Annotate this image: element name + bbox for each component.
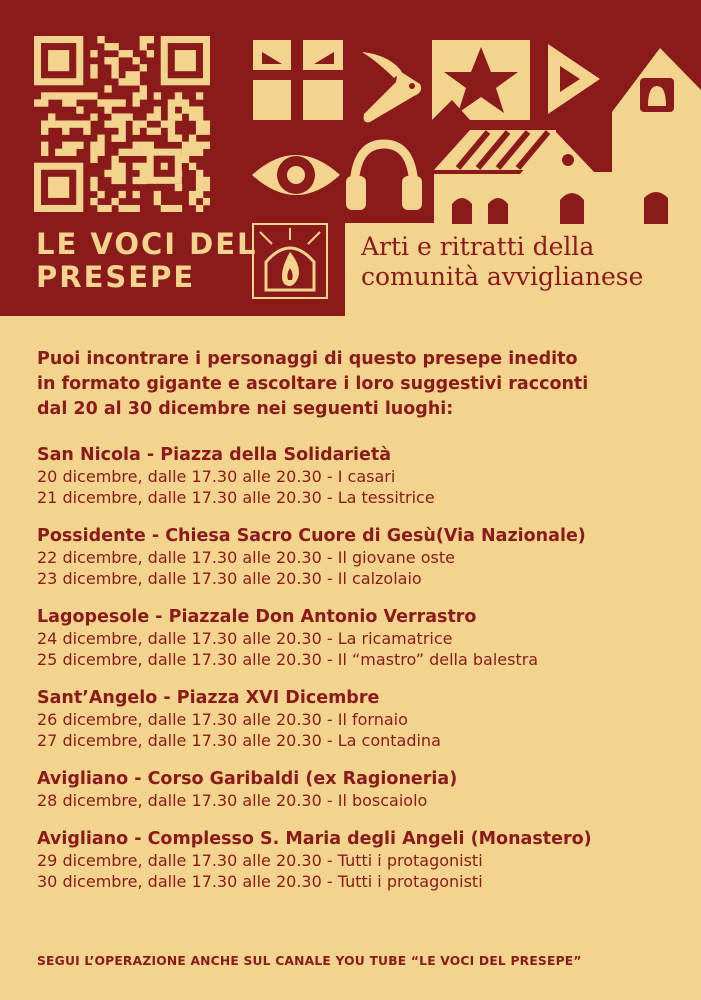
venue-name: Lagopesole - Piazzale Don Antonio Verrastro (37, 607, 477, 627)
venue-slot: 20 dicembre, dalle 17.30 alle 20.30 - I casari (37, 467, 396, 486)
venue-avigliano-corso (37, 768, 687, 811)
venue-avigliano-monastero (37, 828, 687, 892)
intro-text (37, 347, 677, 422)
headphones-icon (346, 144, 422, 210)
gift-icon (253, 40, 343, 120)
bell-tower-icon (612, 48, 701, 172)
venue-name: Avigliano - Complesso S. Maria degli Angeli (Monastero) (37, 829, 592, 849)
title-line-2: PRESEPE (36, 260, 196, 294)
venue-name: San Nicola - Piazza della Solidarietà (37, 445, 392, 465)
venue-slot: 27 dicembre, dalle 17.30 alle 20.30 - La contadina (37, 731, 441, 750)
venue-possidente (37, 525, 687, 589)
eye-icon (252, 155, 340, 195)
venue-slot: 30 dicembre, dalle 17.30 alle 20.30 - Tutti i protagonisti (37, 872, 483, 891)
venue-list (37, 444, 687, 909)
venue-slot: 24 dicembre, dalle 17.30 alle 20.30 - La ricamatrice (37, 629, 453, 648)
subtitle-line-1: Arti e ritratti della (361, 232, 595, 261)
venue-slot: 22 dicembre, dalle 17.30 alle 20.30 - Il giovane oste (37, 548, 455, 567)
oven-fire-icon (253, 224, 327, 298)
venue-lagopesole (37, 606, 687, 670)
venue-name: Possidente - Chiesa Sacro Cuore di Gesù(Via Nazionale) (37, 526, 586, 546)
youtube-footer[interactable]: SEGUI L’OPERAZIONE ANCHE SUL CANALE YOU TUBE “LE VOCI DEL PRESEPE” (37, 954, 582, 968)
venue-slot: 25 dicembre, dalle 17.30 alle 20.30 - Il “mastro” della balestra (37, 650, 539, 669)
venue-name: Sant’Angelo - Piazza XVI Dicembre (37, 688, 380, 708)
venue-slot: 26 dicembre, dalle 17.30 alle 20.30 - Il fornaio (37, 710, 408, 729)
venue-slot: 28 dicembre, dalle 17.30 alle 20.30 - Il boscaiolo (37, 791, 428, 810)
title-line-1: LE VOCI DEL (36, 227, 258, 261)
knife-icon (362, 52, 421, 122)
star-icon (432, 40, 530, 120)
intro-line: Puoi incontrare i personaggi di questo presepe inedito (37, 349, 578, 369)
venue-name: Avigliano - Corso Garibaldi (ex Ragioneria) (37, 769, 458, 789)
poster-subtitle (361, 232, 643, 292)
subtitle-line-2: comunità avviglianese (361, 262, 644, 291)
venue-slot: 23 dicembre, dalle 17.30 alle 20.30 - Il calzolaio (37, 569, 422, 588)
poster-title (36, 228, 258, 294)
venue-san-nicola (37, 444, 687, 508)
venue-slot: 21 dicembre, dalle 17.30 alle 20.30 - La tessitrice (37, 488, 435, 507)
intro-line: dal 20 al 30 dicembre nei seguenti luoghi: (37, 399, 454, 419)
venue-santangelo (37, 687, 687, 751)
play-icon (548, 44, 600, 114)
venue-slot: 29 dicembre, dalle 17.30 alle 20.30 - Tutti i protagonisti (37, 851, 483, 870)
intro-line: in formato gigante e ascoltare i loro suggestivi racconti (37, 374, 589, 394)
